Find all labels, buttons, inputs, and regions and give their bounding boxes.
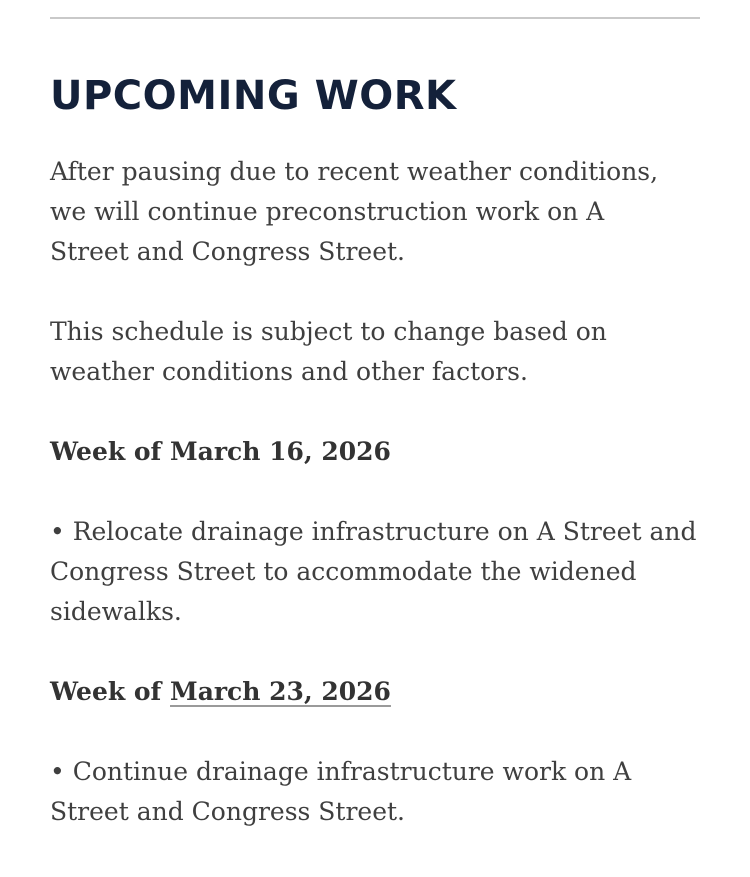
week-heading bbox=[50, 432, 710, 472]
section-body bbox=[50, 152, 710, 832]
week-heading-text: Week of March 16, 2026 bbox=[50, 437, 391, 466]
intro-line: After pausing due to recent weather conditions, bbox=[50, 157, 659, 186]
disclaimer-line: weather conditions and other factors. bbox=[50, 357, 528, 386]
disclaimer-line: This schedule is subject to change based on bbox=[50, 317, 607, 346]
disclaimer-paragraph bbox=[50, 312, 710, 392]
week-date-link[interactable]: March 23, 2026 bbox=[170, 677, 391, 706]
week-item-line: Street and Congress Street. bbox=[50, 797, 406, 826]
section-title: UPCOMING WORK bbox=[50, 73, 457, 119]
intro-line: Street and Congress Street. bbox=[50, 237, 406, 266]
week-item bbox=[50, 752, 710, 832]
week-heading-prefix: Week of bbox=[50, 677, 171, 706]
week-item-line: sidewalks. bbox=[50, 597, 182, 626]
week-item-line: • Relocate drainage infrastructure on A Street and bbox=[50, 517, 697, 546]
intro-paragraph bbox=[50, 152, 710, 272]
week-item-line: Congress Street to accommodate the widened bbox=[50, 557, 637, 586]
week-item-line: • Continue drainage infrastructure work on A bbox=[50, 757, 632, 786]
section-divider bbox=[50, 17, 700, 19]
intro-line: we will continue preconstruction work on A bbox=[50, 197, 605, 226]
week-item bbox=[50, 512, 710, 632]
week-heading bbox=[50, 672, 710, 712]
